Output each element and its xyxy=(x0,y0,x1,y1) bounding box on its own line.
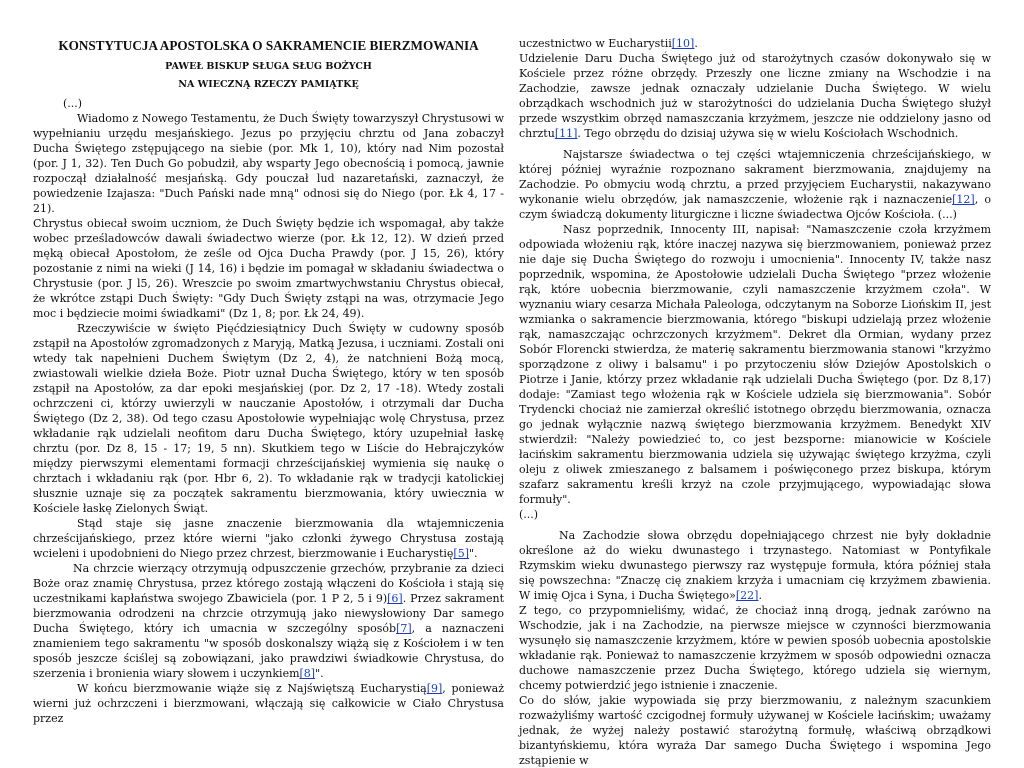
paragraph-eucharist xyxy=(33,681,504,726)
document-subtitle-memory: NA WIECZNĄ RZECZY PAMIĄTKĘ xyxy=(178,79,359,90)
paragraph-new-testament: Wiadomo z Nowego Testamentu, że Duch Święty towarzyszył Chrystusowi w wypełnianiu urzędu mesjańskiego. Jezus po przyjęciu chrztu od Jana zobaczył Ducha Świętego zstępującego na siebie (por. Mk 1, 10), który nad Nim pozostał (por. J 1, 32). Ten Duch Go pobudził, aby wsparty Jego obecnością i pomocą, jawnie rozpoczął działalność mesjańską. Gdy pouczał lud nazaretański, zaznaczył, że powiedzenie Izajasza: "Duch Pański nade mną" odnosi się do Niego (por. Łk 4, 17 - 21). xyxy=(33,112,504,215)
paragraph-text: . xyxy=(758,589,762,602)
paragraph-promise: Chrystus obiecał swoim uczniom, że Duch Święty będzie ich wspomagał, aby także wobec prześladowców dawali świadectwo wierze (por. Łk 12, 12). W dzień przed męką obiecał Apostołom, że ześle od Ojca Ducha Prawdy (por. J 15, 26), który pozostanie z nimi na wieki (J 14, 16) i będzie im pomagał w składaniu świadectwa o Chrystusie (por. J l5, 26). Wreszcie po swoim zmartwychwstaniu Chrystus obiecał, że wkrótce zstąpi Duch Święty: "Gdy Duch Święty zstąpi na was, otrzymacie Jego moc i będziecie moimi świadkami" (Dz 1, 8; por. Łk 24, 49). xyxy=(33,217,504,320)
paragraph-pentecost: Rzeczywiście w święto Pięćdziesiątnicy Duch Święty w cudowny sposób zstąpił na Apostołów zgromadzonych z Maryją, Matką Jezusa, i uczniami. Zostali oni wtedy tak napełnieni Duchem Świętym (Dz 2, 4), że natchnieni Bożą mocą, zwiastowali wielkie dzieła Boże. Piotr uznał Ducha Świętego, który w ten sposób zstąpił na Apostołów, za dar epoki mesjańskiej (por. Dz 2, 17 -18). Wtedy zostali ochrzczeni ci, którzy uwierzyli w nauczanie Apostołów, i otrzymali dar Ducha Świętego (Dz 2, 38). Od tego czasu Apostołowie wypełniając wolę Chrystusa, przez wkładanie rąk udzielali neofitom daru Ducha Świętego, który uzupełniał łaskę chrztu (por. Dz 8, 15 - 17; 19, 5 nn). Skutkiem tego w Liście do Hebrajczyków między pierwszymi elementami formacji chrześcijańskiej wymienia się naukę o chrztach i wkładaniu rąk (por. Hbr 6, 2). To wkładanie rąk w tradycji katolickiej słusznie uznaje się za początek sakramentu bierzmowania, który uwiecznia w Kościele łaskę Zielonych Świąt. xyxy=(33,322,504,515)
paragraph-text: Najstarsze świadectwa o tej części wtajemniczenia chrześcijańskiego, w której później wyraźnie rozpoznano sakrament bierzmowania, znajdujemy na Zachodzie. Po obmyciu wodą chrztu, a przed przyjęciem Eucharystii, nakazywano wykonanie wielu obrzędów, jak namaszczenie, włożenie rąk i naznaczenie xyxy=(519,148,991,206)
footnote-link-22[interactable]: [22] xyxy=(735,589,759,602)
paragraph-words: Co do słów, jakie wypowiada się przy bierzmowaniu, z należnym szacunkiem rozważyliśmy wartość czcigodnej formuły używanej w Kościele łacińskim; uważamy jednak, że wyżej należy postawić starożytną formułę, właściwą obrządkowi bizantyńskiemu, która wyraża Dar samego Ducha Świętego i wspomina Jego zstąpienie w xyxy=(519,694,991,767)
left-ellipsis: (...) xyxy=(63,97,83,110)
right-ellipsis: (...) xyxy=(519,508,539,521)
paragraph-rites xyxy=(519,51,991,141)
footnote-link-8[interactable]: [8] xyxy=(299,667,316,680)
paragraph-west-testimonies xyxy=(519,147,991,222)
footnote-link-7[interactable]: [7] xyxy=(396,622,412,635)
paragraph-text: , a naznaczeni znamieniem tego sakramentu "w sposób doskonalszy wiążą się z Kościołem i w ten sposób jeszcze ściślej są zobowiązani, jako prawdziwi świadkowie Chrystusa, do szerzenia i bronienia wiary słowem i uczynkiem xyxy=(33,622,505,680)
paragraph-text: ". xyxy=(469,547,478,560)
paragraph-anointing: Z tego, co przypomnieliśmy, widać, że chociaż inną drogą, jednak zarówno na Wschodzie, jak i na Zachodzie, na pierwsze miejsce w czynności bierzmowania wysunęło się namaszczenie krzyżmem, które w pewien sposób uobecnia apostolskie wkładanie rąk. Ponieważ to namaszczenie krzyżmem w sposób odpowiedni oznacza duchowe namaszczenie przez Ducha Świętego, którego udziela się wiernym, chcemy potwierdzić jego istnienie i znaczenie. xyxy=(519,604,991,692)
paragraph-initiation xyxy=(33,516,504,561)
paragraph-text: , ponieważ wierni już ochrzczeni i bierzmowani, włączają się całkowicie w Ciało Chrystusa przez xyxy=(33,682,504,725)
footnote-link-6[interactable]: [6] xyxy=(387,592,403,605)
document-title: KONSTYTUCJA APOSTOLSKA O SAKRAMENCIE BIERZMOWANIA xyxy=(58,38,479,53)
footnote-link-5[interactable]: [5] xyxy=(453,547,469,560)
paragraph-text: Na chrzcie wierzący otrzymują odpuszczenie grzechów, przybranie za dzieci Boże oraz znamię Chrystusa, przez którego zostają włączeni do Kościoła i stają się uczestnikami kapłaństwa swojego Zbawiciela (por. 1 P 2, 5 i 9) xyxy=(33,562,504,605)
paragraph-text: W końcu bierzmowanie wiąże się z Najświętszą Eucharystią xyxy=(77,682,427,695)
paragraph-text: Na Zachodzie słowa obrzędu dopełniającego chrzest nie były dokładnie określone aż do wieku dwunastego i trzynastego. Natomiast w Pontyfikale Rzymskim wieku dwunastego pierwszy raz występuje formuła, która później stała się powszechna: "Znaczę cię znakiem krzyża i umacniam cię krzyżmem zbawienia. W imię Ojca i Syna, i Ducha Świętego» xyxy=(519,529,991,602)
paragraph-formula xyxy=(519,528,991,603)
paragraph-text: Stąd staje się jasne znaczenie bierzmowania dla wtajemniczenia chrześcijańskiego, przez które wierni "jako członki żywego Chrystusa zostają wcieleni i upodobnieni do Niego przez chrzest, bierzmowanie i Eucharystię xyxy=(33,517,504,560)
left-column xyxy=(33,38,504,724)
paragraph-text: ". xyxy=(315,667,324,680)
footnote-link-9[interactable]: [9] xyxy=(426,682,443,695)
paragraph-text: . Przez sakrament bierzmowania odrodzeni na chrzcie otrzymują jako niewysłowiony Dar samego Ducha Świętego, który ich umacnia w szczególny sposób xyxy=(33,592,504,635)
paragraph-eucharist-continued xyxy=(519,36,991,51)
paragraph-innocent: Nasz poprzednik, Innocenty III, napisał: "Namaszczenie czoła krzyżmem odpowiada włożeniu rąk, które inaczej nazywa się bierzmowaniem, ponieważ przez nie daje się Ducha Świętego do rozwoju i umocnienia". Innocenty IV, także nasz poprzednik, wspomina, że Apostołowie udzielali Ducha Świętego "przez włożenie rąk, które uobecnia bierzmowanie, czyli namaszczenie krzyżmem czoła". W wyznaniu wiary cesarza Michała Paleologa, odczytanym na Soborze Liońskim II, jest wzmianka o sakramencie bierzmowania, którego "biskupi udzielają przez włożenie rąk, namaszczając ochrzczonych krzyżmem". Dekret dla Ormian, wydany przez Sobór Florencki stwierdza, że materię sakramentu bierzmowania stanowi "krzyżmo sporządzone z oliwy i balsamu" i po przytoczeniu słów Dziejów Apostolskich o Piotrze i Janie, którzy przez wkładanie rąk udzielali Ducha Świętego (por. Dz 8,17) dodaje: "Zamiast tego włożenia rąk w Kościele udziela się bierzmowania". Sobór Trydencki chociaż nie zamierzał określić istotnego obrzędu bierzmowania, oznacza go jednak wyłącznie nazwą świętego bierzmowania krzyżmem. Benedykt XIV stwierdził: "Należy powiedzieć to, co jest bezsporne: mianowicie w Kościele łacińskim sakramentu bierzmowania udziela się używając świętego krzyżma, czyli oleju z oliwek zmieszanego z balsamem i poświęconego przez biskupa, którym szafarz sakramentu kreśli krzyż na czole przyjmującego, wypowiadając słowa formuły". xyxy=(519,223,991,506)
paragraph-text: . xyxy=(694,37,698,50)
right-column xyxy=(519,36,991,767)
footnote-link-11[interactable]: [11] xyxy=(554,127,578,140)
paragraph-baptism xyxy=(33,561,504,681)
footnote-link-12[interactable]: [12] xyxy=(952,193,975,206)
paragraph-text: , o czym świadczą dokumenty liturgiczne i liczne świadectwa Ojców Kościoła. (...) xyxy=(519,193,991,221)
paragraph-text: . Tego obrzędu do dzisiaj używa się w wielu Kościołach Wschodnich. xyxy=(577,127,959,140)
footnote-link-10[interactable]: [10] xyxy=(671,37,695,50)
paragraph-text: Udzielenie Daru Ducha Świętego już od starożytnych czasów dokonywało się w Kościele przez różne obrzędy. Przeszły one liczne zmiany na Wschodzie i na Zachodzie, zawsze jednak oznaczały udzielanie Ducha Świętego. W wielu obrządkach wschodnich już w starożytności do udzielania Ducha Świętego służył przede wszystkim obrzęd namaszczania krzyżmem, jeszcze nie oddzielony jasno od chrztu xyxy=(519,52,991,140)
document-subtitle-pope: PAWEŁ BISKUP SŁUGA SŁUG BOŻYCH xyxy=(165,61,372,72)
paragraph-text: uczestnictwo w Eucharystii xyxy=(519,37,672,50)
